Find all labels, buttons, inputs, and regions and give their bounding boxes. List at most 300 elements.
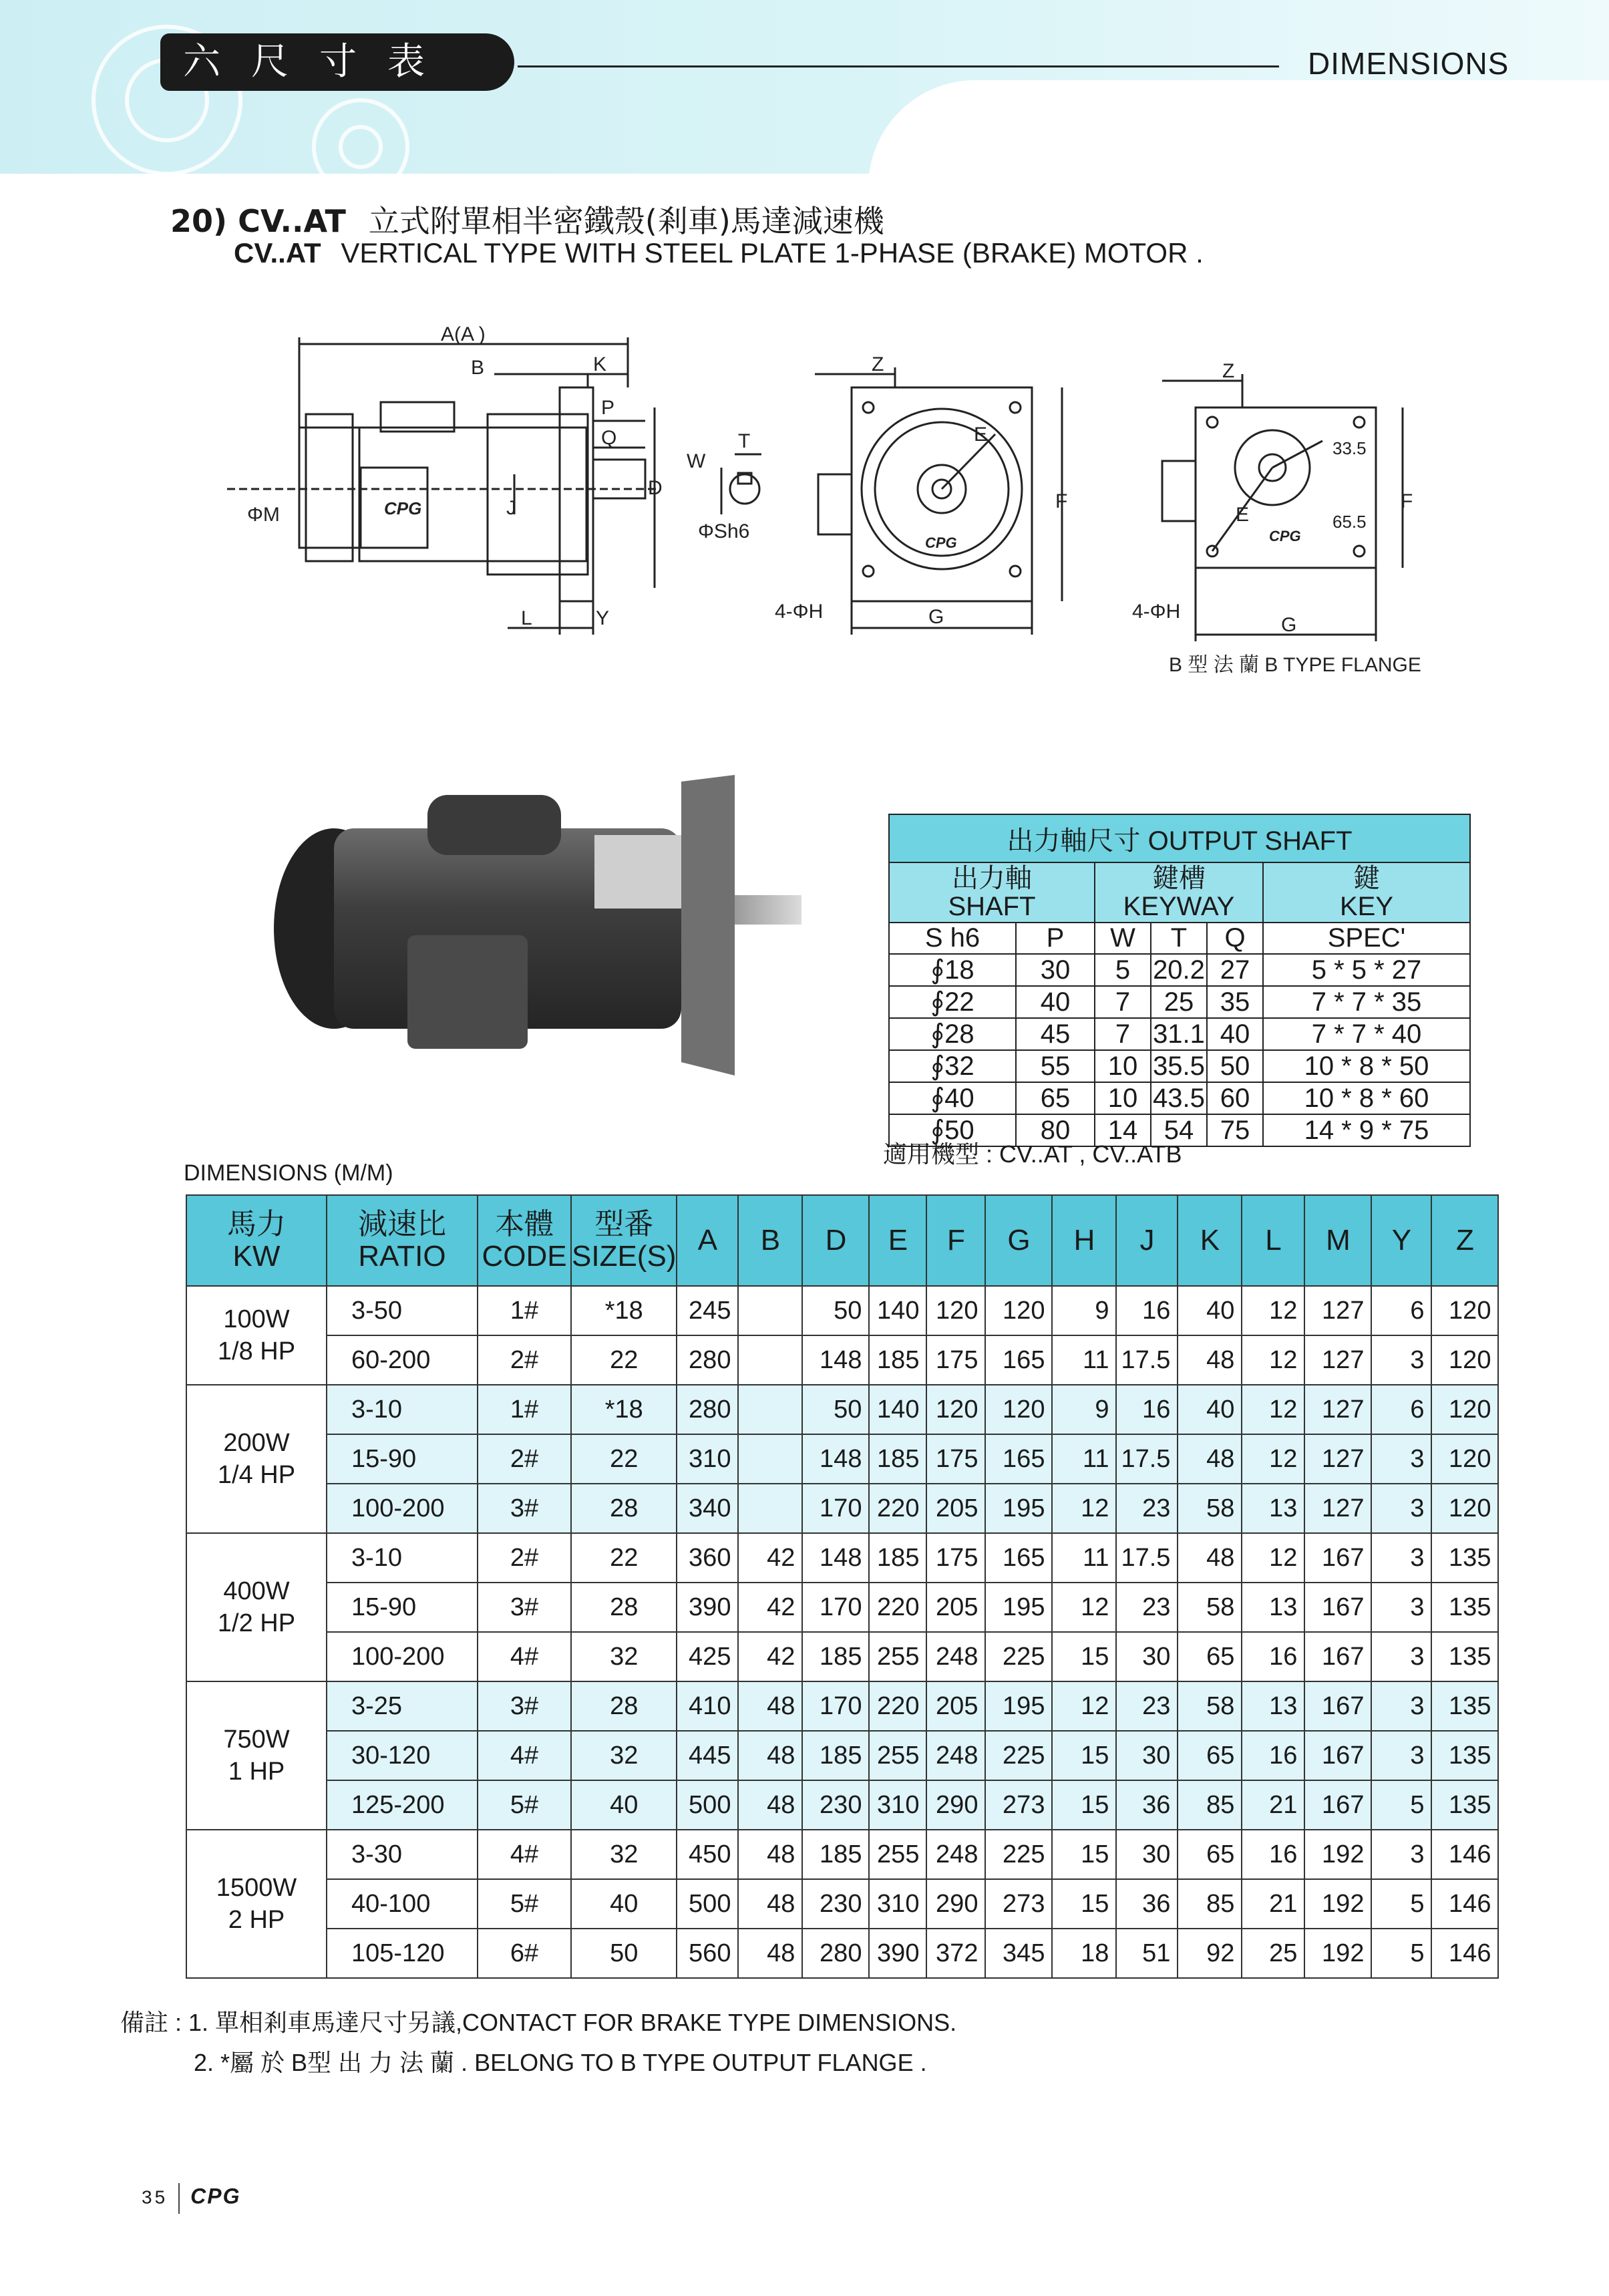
keyway-header [1095,862,1263,923]
dim-cell: 3 [1371,1533,1431,1583]
dim-cell: 120 [926,1385,985,1434]
dim-cell: 6 [1371,1385,1431,1434]
dim-cell: 140 [869,1286,926,1335]
dim-header-line: M [1326,1224,1351,1257]
label-m: ΦM [247,504,280,526]
shaft-cn: 出力軸 [952,864,1032,893]
dim-cell: 13 [1242,1583,1304,1632]
dim-cell: 15 [1052,1879,1116,1929]
dim-cell: 15-90 [327,1434,478,1484]
shaft-cell: 7 [1095,1018,1151,1050]
dim-col-header [1052,1195,1116,1286]
dim-cell: 12 [1242,1385,1304,1434]
dim-col-header [738,1195,802,1286]
dim-cell: 3# [478,1583,571,1632]
dim-cell: 220 [869,1681,926,1731]
shaft-cell: 35.5 [1151,1050,1207,1082]
table-row [186,1335,1498,1385]
dim-cell: 3 [1371,1335,1431,1385]
dim-cell: 9 [1052,1286,1116,1335]
dim-header-line: RATIO [358,1240,446,1273]
dim-cell: 92 [1178,1929,1242,1978]
shaft-cell: 43.5 [1151,1082,1207,1114]
dim-cell: 340 [677,1484,738,1533]
table-row [186,1533,1498,1583]
label-g-b: G [1281,614,1297,636]
dimensions-label: DIMENSIONS (M/M) [184,1160,393,1186]
power-cell [186,1385,327,1533]
dim-cell: 192 [1304,1879,1371,1929]
shaft-cell: 65 [1016,1082,1095,1114]
dim-cell: 25 [1242,1929,1304,1978]
dim-cell: 148 [802,1335,869,1385]
dim-cell: 500 [677,1879,738,1929]
dim-cell: 165 [985,1335,1052,1385]
dim-cell: 167 [1304,1681,1371,1731]
dim-cell: 48 [738,1681,802,1731]
table-row [186,1731,1498,1780]
title-cn: 立式附單相半密鐵殼(剎車)馬達減速機 [368,203,884,239]
shaft-header [889,862,1095,923]
shaft-cell: 5 * 5 * 27 [1263,954,1470,986]
dim-col-header [478,1195,571,1286]
shaft-cell: 14 [1095,1114,1151,1146]
label-f-b: F [1401,490,1413,512]
dim-cell: 170 [802,1583,869,1632]
dim-cell: 58 [1178,1484,1242,1533]
label-w: W [687,450,706,472]
dim-cell: 15 [1052,1830,1116,1879]
dim-cell: 12 [1242,1335,1304,1385]
dim-cell: 310 [677,1434,738,1484]
dim-cell: 167 [1304,1632,1371,1681]
table-row [186,1879,1498,1929]
shaft-cell: 80 [1016,1114,1095,1146]
dim-cell: 125-200 [327,1780,478,1830]
shaft-cell: 10 [1095,1082,1151,1114]
dim-cell: 170 [802,1484,869,1533]
power-cell [186,1681,327,1830]
dim-cell: 65 [1178,1731,1242,1780]
dim-cell: 58 [1178,1681,1242,1731]
dim-cell: 5 [1371,1929,1431,1978]
dim-cell: 85 [1178,1780,1242,1830]
footer [142,2183,241,2214]
dim-cell [738,1286,802,1335]
dim-cell: 105-120 [327,1929,478,1978]
dim-cell: 36 [1116,1879,1178,1929]
dim-cell: 5# [478,1780,571,1830]
power-line: 750W [223,1726,290,1754]
dim-cell: 6 [1371,1286,1431,1335]
shaft-col-header: Q [1207,923,1263,954]
table-row [186,1583,1498,1632]
label-e: E [974,424,988,446]
label-t: T [738,430,751,452]
label-g: G [928,606,944,628]
dim-cell: 1# [478,1286,571,1335]
gear-icon [13,7,468,180]
label-q: Q [601,427,617,449]
dim-cell: 22 [571,1533,677,1583]
power-cell [186,1533,327,1681]
shaft-cell: ∮28 [889,1018,1016,1050]
dim-cell: 16 [1242,1632,1304,1681]
dim-cell: 290 [926,1879,985,1929]
dim-cell: 220 [869,1583,926,1632]
dim-cell: 185 [802,1731,869,1780]
dim-col-header [1178,1195,1242,1286]
dim-cell: 280 [802,1929,869,1978]
dim-col-header [1304,1195,1371,1286]
dim-cell: 85 [1178,1879,1242,1929]
dim-cell: 21 [1242,1780,1304,1830]
shaft-cell: 75 [1207,1114,1263,1146]
table-row [186,1929,1498,1978]
dim-cell: 30 [1116,1830,1178,1879]
dim-header-line: H [1073,1224,1095,1257]
dim-col-header [802,1195,869,1286]
dim-cell: 425 [677,1632,738,1681]
page-subtitle [234,237,1204,269]
dim-cell: 48 [738,1731,802,1780]
dim-cell: 13 [1242,1681,1304,1731]
label-h-b: 4-ΦH [1132,601,1181,623]
power-line: 400W [223,1577,290,1605]
dim-cell: 12 [1052,1484,1116,1533]
shaft-cell: 10 * 8 * 50 [1263,1050,1470,1082]
dim-cell: 185 [869,1533,926,1583]
dim-cell: 3 [1371,1583,1431,1632]
dim-cell: 51 [1116,1929,1178,1978]
page-number: 35 [142,2186,168,2208]
dim-cell: 3 [1371,1731,1431,1780]
dim-cell: 167 [1304,1780,1371,1830]
dim-cell: 12 [1242,1533,1304,1583]
dim-cell: 65 [1178,1830,1242,1879]
power-line: 1/8 HP [217,1337,296,1365]
dim-header-line: G [1007,1224,1031,1257]
dim-cell: 50 [571,1929,677,1978]
label-sh6: ΦSh6 [698,520,750,542]
dim-cell: 12 [1242,1286,1304,1335]
output-shaft-table [888,814,1471,1147]
dim-cell: 310 [869,1879,926,1929]
dim-cell: 127 [1304,1335,1371,1385]
power-cell [186,1830,327,1978]
dim-cell: 5# [478,1879,571,1929]
shaft-cell: ∮50 [889,1114,1016,1146]
dim-cell: 205 [926,1484,985,1533]
dim-cell: 6# [478,1929,571,1978]
dim-cell: 230 [802,1780,869,1830]
dim-header-line: D [825,1224,847,1257]
label-k: K [593,353,607,375]
dimensions-header-row [186,1195,1498,1286]
dim-cell: 60-200 [327,1335,478,1385]
dim-cell: 42 [738,1632,802,1681]
dim-cell: 40 [1178,1286,1242,1335]
power-line: 200W [223,1429,290,1457]
table-row [186,1830,1498,1879]
shaft-col-header: W [1095,923,1151,954]
dim-header-line: 減速比 [358,1208,446,1241]
dim-cell: 22 [571,1335,677,1385]
shaft-cell: ∮18 [889,954,1016,986]
table-row [186,1484,1498,1533]
shaft-cell: 40 [1016,986,1095,1018]
power-group [186,1385,1498,1533]
dim-cell: 3 [1371,1434,1431,1484]
dim-cell: 15 [1052,1731,1116,1780]
shaft-cell: 60 [1207,1082,1263,1114]
dim-header-line: Z [1456,1224,1474,1257]
dim-cell [738,1335,802,1385]
dim-cell: 32 [571,1731,677,1780]
shaft-cell: 7 [1095,986,1151,1018]
dim-cell: 146 [1431,1830,1498,1879]
dim-cell: 15 [1052,1780,1116,1830]
dim-cell: 175 [926,1533,985,1583]
shaft-row [889,986,1470,1018]
motor-photo [254,762,808,1136]
dim-cell: 18 [1052,1929,1116,1978]
header-dimensions-label: DIMENSIONS [1308,46,1509,81]
dim-cell: 195 [985,1583,1052,1632]
section-title-pill: 六尺寸表 [160,33,514,91]
dim-cell: 4# [478,1632,571,1681]
power-cell [186,1286,327,1385]
title-number: 20) [170,203,228,239]
dim-cell: 28 [571,1484,677,1533]
label-p: P [601,397,615,419]
dim-cell: 4# [478,1731,571,1780]
dim-cell: 192 [1304,1929,1371,1978]
dim-cell: 205 [926,1681,985,1731]
dim-cell: 28 [571,1681,677,1731]
dim-cell [738,1484,802,1533]
header-rule [518,65,1279,67]
dim-cell: 30-120 [327,1731,478,1780]
dim-header-line: CODE [482,1240,567,1273]
dim-cell: 120 [985,1286,1052,1335]
table-row [186,1385,1498,1434]
shaft-col-header: P [1016,923,1095,954]
dim-cell: 42 [738,1583,802,1632]
dim-cell: 11 [1052,1335,1116,1385]
dim-cell: 146 [1431,1929,1498,1978]
dim-cell: 21 [1242,1879,1304,1929]
dim-cell: 248 [926,1632,985,1681]
dim-cell: 248 [926,1830,985,1879]
table-row [186,1780,1498,1830]
table-row [186,1286,1498,1335]
shaft-rows [889,954,1470,1146]
dim-cell: 165 [985,1533,1052,1583]
dim-cell: 16 [1242,1731,1304,1780]
dim-cell: 167 [1304,1583,1371,1632]
dim-cell: 3# [478,1484,571,1533]
dim-cell: 12 [1242,1434,1304,1484]
dim-cell: 167 [1304,1731,1371,1780]
dim-col-header [926,1195,985,1286]
dim-cell: 50 [802,1286,869,1335]
dim-col-header [1116,1195,1178,1286]
dim-col-header [327,1195,478,1286]
dim-cell: 16 [1116,1385,1178,1434]
dim-cell: 248 [926,1731,985,1780]
label-l: L [521,607,532,629]
dim-col-header [1371,1195,1431,1286]
shaft-cell: 14 * 9 * 75 [1263,1114,1470,1146]
dim-cell: 225 [985,1632,1052,1681]
dim-cell: 185 [802,1632,869,1681]
dim-cell: 165 [985,1434,1052,1484]
dim-cell: 245 [677,1286,738,1335]
shaft-row [889,1018,1470,1050]
dim-cell: 120 [1431,1484,1498,1533]
dim-cell: 17.5 [1116,1434,1178,1484]
dim-cell: 1# [478,1385,571,1434]
drawing-brand: CPG [384,498,422,518]
dim-cell: 127 [1304,1484,1371,1533]
dim-header-line: B [760,1224,781,1257]
shaft-cell: 7 * 7 * 40 [1263,1018,1470,1050]
note-1: 備註 : 1. 單相剎車馬達尺寸另議,CONTACT FOR BRAKE TYPE DIMENSIONS. [120,2009,957,2036]
label-z-b: Z [1222,360,1235,382]
title-model: CV..AT [238,203,346,239]
dim-cell: 3-10 [327,1533,478,1583]
dim-cell: 3 [1371,1681,1431,1731]
label-a: A(A ) [441,323,486,345]
dim-cell: 2# [478,1335,571,1385]
dim-cell: 3 [1371,1484,1431,1533]
keyway-en: KEYWAY [1123,892,1235,921]
page-title [170,197,884,241]
dim-header-line: E [888,1224,908,1257]
dim-cell: 11 [1052,1533,1116,1583]
dim-cell: 12 [1052,1583,1116,1632]
dim-cell: 48 [1178,1533,1242,1583]
dim-cell: 120 [1431,1385,1498,1434]
dim-cell: 148 [802,1434,869,1484]
dim-cell: 167 [1304,1533,1371,1583]
dim-header-line: KW [232,1240,281,1273]
power-group [186,1681,1498,1830]
dim-cell: 127 [1304,1385,1371,1434]
dim-cell: 185 [869,1335,926,1385]
shaft-cell: 54 [1151,1114,1207,1146]
dim-col-header [571,1195,677,1286]
shaft-cell: 5 [1095,954,1151,986]
shaft-cell: 45 [1016,1018,1095,1050]
dim-cell: 42 [738,1533,802,1583]
dim-cell: 100-200 [327,1484,478,1533]
power-line: 1 HP [228,1758,285,1786]
dim-cell: 372 [926,1929,985,1978]
dim-cell: *18 [571,1385,677,1434]
notes [120,2003,956,2083]
dim-cell: 65 [1178,1632,1242,1681]
label-b: B [471,357,485,379]
dim-cell: 390 [869,1929,926,1978]
dim-cell: 175 [926,1434,985,1484]
table-row [186,1434,1498,1484]
dim-header-line: F [947,1224,965,1257]
dim-col-header [677,1195,738,1286]
dim-cell: 120 [1431,1434,1498,1484]
dim-cell: 280 [677,1335,738,1385]
shaft-cell: 10 [1095,1050,1151,1082]
dim-cell: *18 [571,1286,677,1335]
table-row [186,1681,1498,1731]
dim-cell: 28 [571,1583,677,1632]
dim-cell: 3-25 [327,1681,478,1731]
dim-cell: 310 [869,1780,926,1830]
dim-cell: 445 [677,1731,738,1780]
label-f: F [1055,490,1068,512]
dim-cell: 560 [677,1929,738,1978]
shaft-cell: 27 [1207,954,1263,986]
dim-cell: 23 [1116,1681,1178,1731]
dim-cell: 255 [869,1731,926,1780]
shaft-col-header: SPEC' [1263,923,1470,954]
shaft-cell: ∮32 [889,1050,1016,1082]
dim-cell: 22 [571,1434,677,1484]
dim-cell: 5 [1371,1879,1431,1929]
dim-cell: 290 [926,1780,985,1830]
dim-cell: 40 [1178,1385,1242,1434]
shaft-cell: 7 * 7 * 35 [1263,986,1470,1018]
shaft-cell: ∮40 [889,1082,1016,1114]
shaft-cell: 31.1 [1151,1018,1207,1050]
dim-cell: 40 [571,1879,677,1929]
dim-cell: 32 [571,1830,677,1879]
dim-cell: 220 [869,1484,926,1533]
footer-divider [178,2183,180,2214]
dim-cell: 40 [571,1780,677,1830]
dim-cell: 195 [985,1484,1052,1533]
label-h: 4-ΦH [775,601,824,623]
label-e-b: E [1236,504,1250,526]
dim-cell: 120 [985,1385,1052,1434]
dim-cell: 185 [802,1830,869,1879]
key-en: KEY [1339,892,1394,921]
key-header [1263,862,1470,923]
dim-cell: 146 [1431,1879,1498,1929]
dim-header-line: SIZE(S) [572,1240,677,1273]
dim-cell: 100-200 [327,1632,478,1681]
footer-brand-logo: CPG [190,2184,241,2208]
shaft-cell: 50 [1207,1050,1263,1082]
dim-cell: 140 [869,1385,926,1434]
dim-cell: 58 [1178,1583,1242,1632]
drawing-brand-front: CPG [925,534,957,551]
dim-cell: 2# [478,1533,571,1583]
dim-header-line: A [697,1224,718,1257]
label-b-flange: B 型 法 蘭 B TYPE FLANGE [1169,654,1421,676]
dim-cell: 48 [1178,1434,1242,1484]
power-line: 1/4 HP [217,1461,296,1489]
dim-cell: 15 [1052,1632,1116,1681]
dim-header-line: L [1265,1224,1282,1257]
dim-cell: 135 [1431,1681,1498,1731]
dim-cell: 48 [738,1830,802,1879]
shaft-cell: 25 [1151,986,1207,1018]
drawing-brand-flange: CPG [1269,528,1301,544]
label-dim2: 65.5 [1332,512,1367,532]
shaft-col-header: T [1151,923,1207,954]
